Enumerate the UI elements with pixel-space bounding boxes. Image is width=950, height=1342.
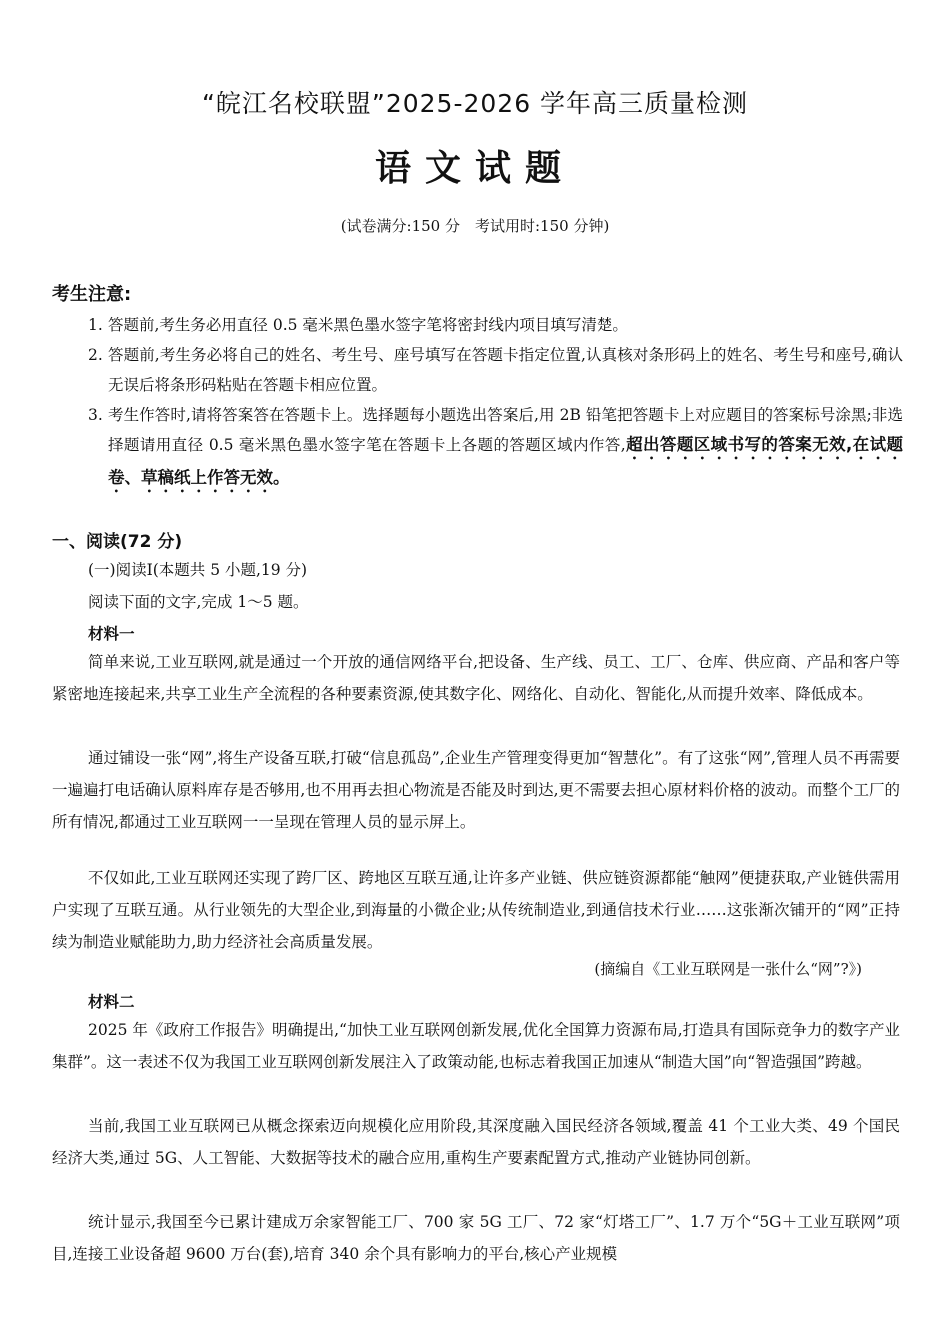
material-two-paragraph: 当前,我国工业互联网已从概念探索迈向规模化应用阶段,其深度融入国民经济各领域,覆盖 41 个工业大类、49 个国民经济大类,通过 5G、人工智能、大数据等技术的融合应用,重构生产要素配置方式,推动产业链协同创新。 [52,1117,900,1167]
notice-number: 2. [88,346,103,364]
material-one-label: 材料一 [88,625,135,643]
notice-text: 答题前,考生务必将自己的姓名、考生号、座号填写在答题卡指定位置,认真核对条形码上的姓名、考生号和座号,确认无误后将条形码粘贴在答题卡相应位置。 [108,346,903,394]
material-one-paragraph: 不仅如此,工业互联网还实现了跨厂区、跨地区互联互通,让许多产业链、供应链资源都能“触网”便捷获取,产业链供需用户实现了互联互通。从行业领先的大型企业,到海量的小微企业;从传统制造业,到通信技术行业……这张渐次铺开的“网”正持续为制造业赋能助力,助力经济社会高质量发展。 [52,869,900,951]
material-one-paragraph: 通过铺设一张“网”,将生产设备互联,打破“信息孤岛”,企业生产管理变得更加“智慧化”。有了这张“网”,管理人员不再需要一遍遍打电话确认原料库存是否够用,也不用再去担心物流是否能及时到达,更不需要去担心原材料价格的波动。而整个工厂的所有情况,都通过工业互联网一一呈现在管理人员的显示屏上。 [52,749,900,831]
section-heading: 一、阅读(72 分) [52,532,183,552]
notice-number: 3. [88,406,103,424]
material-one-source: (摘编自《工业互联网是一张什么“网”?》) [594,960,862,978]
notice-list [88,310,903,496]
notice-text: 考生作答时,请将答案答在答题卡上。选择题每小题选出答案后,用 2B 铅笔把答题卡上对应题目的答案标号涂黑;非选择题请用直径 0.5 毫米黑色墨水签字笔在答题卡上各题的答题区域内作答, [108,406,903,454]
notice-item [88,310,903,340]
sub-section-heading: (一)阅读Ⅰ(本题共 5 小题,19 分) [88,561,308,579]
notice-heading: 考生注意: [52,284,132,305]
notice-text: 答题前,考生务必用直径 0.5 毫米黑色墨水签字笔将密封线内项目填写清楚。 [108,316,628,334]
notice-item [88,400,903,496]
exam-info: (试卷满分:150 分 考试用时:150 分钟) [340,217,610,235]
notice-item [88,340,903,400]
material-two-paragraph: 2025 年《政府工作报告》明确提出,“加快工业互联网创新发展,优化全国算力资源布局,打造具有国际竞争力的数字产业集群”。这一表述不仅为我国工业互联网创新发展注入了政策动能,也标志着我国正加速从“制造大国”向“智造强国”跨越。 [52,1021,900,1071]
material-two-paragraph: 统计显示,我国至今已累计建成万余家智能工厂、700 家 5G 工厂、72 家“灯塔工厂”、1.7 万个“5G＋工业互联网”项目,连接工业设备超 9600 万台(套),培育 340 余个具有影响力的平台,核心产业规模 [52,1213,900,1263]
material-two-label: 材料二 [88,993,135,1011]
reading-instruction: 阅读下面的文字,完成 1～5 题。 [88,593,309,611]
material-one-paragraph: 简单来说,工业互联网,就是通过一个开放的通信网络平台,把设备、生产线、员工、工厂、仓库、供应商、产品和客户等紧密地连接起来,共享工业生产全流程的各种要素资源,使其数字化、网络化、自动化、智能化,从而提升效率、降低成本。 [52,653,900,703]
notice-emphasis-text: 超出答题区域书写的答案无效,在试题卷、草稿纸上作答无效。 [108,435,903,487]
notice-number: 1. [88,316,103,334]
exam-title: “皖江名校联盟”2025-2026 学年高三质量检测 [201,89,749,118]
subject-title: 语文试题 [374,147,575,189]
